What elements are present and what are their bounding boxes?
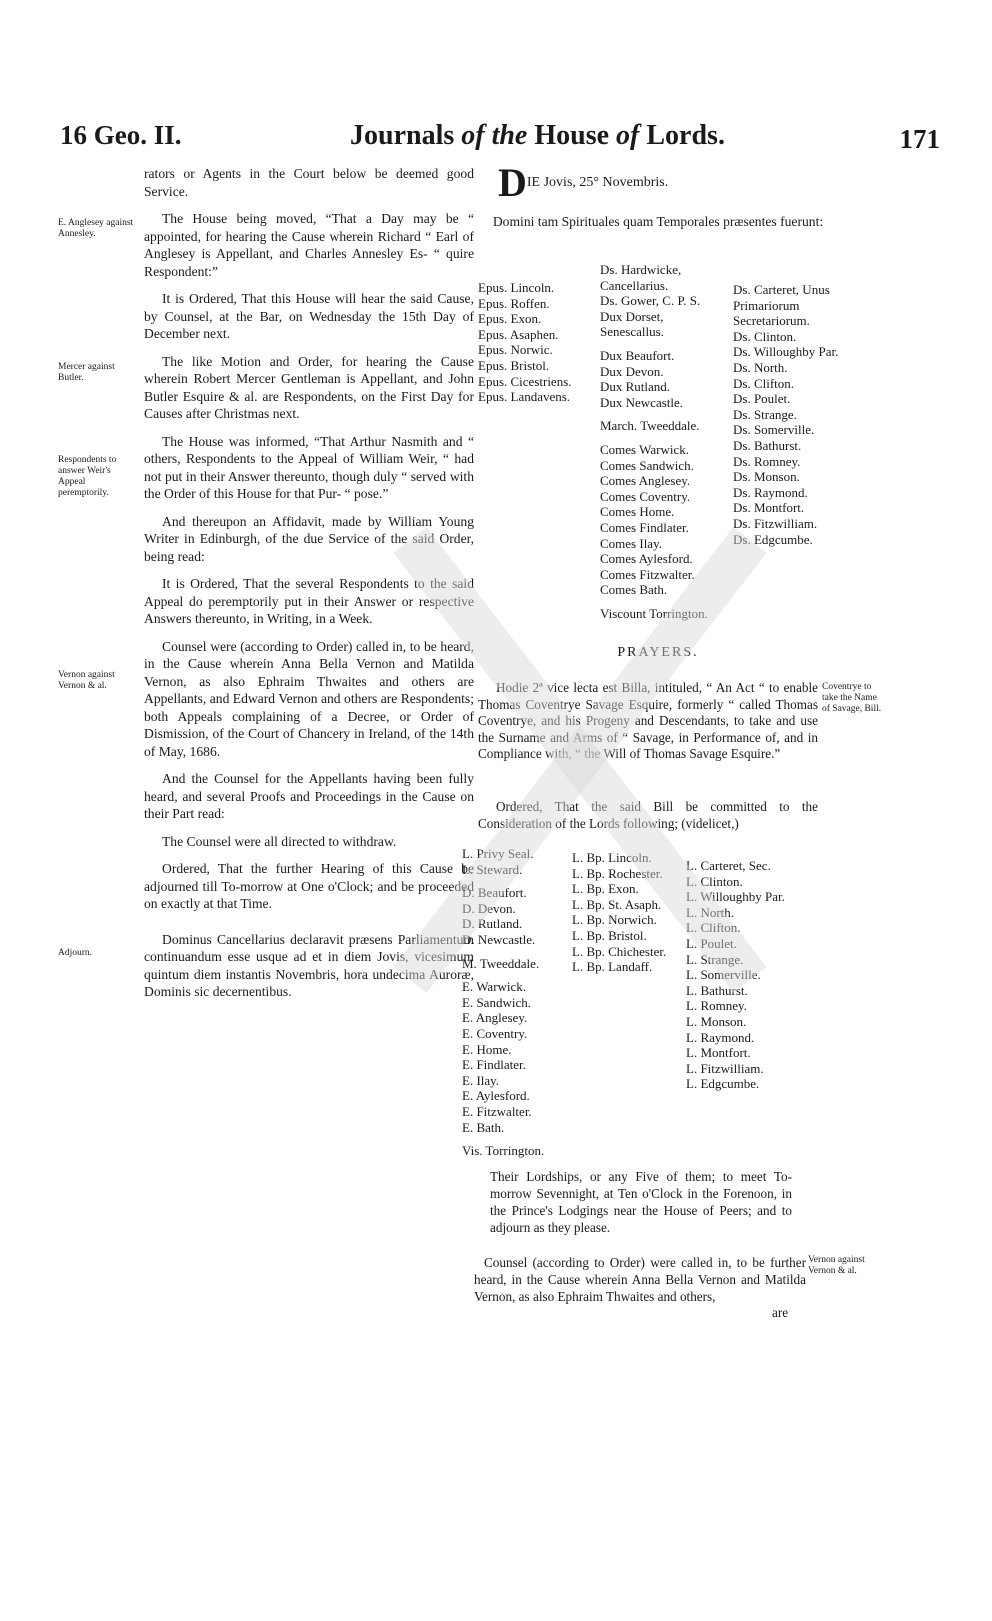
list-item: Comes Aylesford. (600, 551, 693, 567)
list-item: L. Raymond. (686, 1029, 755, 1045)
ordered-paragraph: Ordered, That the said Bill be committed to the Consideration of the Lords following; (videlicet,) (478, 799, 818, 831)
list-item: L. Somerville. (686, 967, 761, 983)
list-item: Ds. Romney. (733, 453, 801, 469)
list-item: L. Bp. Lincoln. (572, 850, 652, 865)
list-item: L. Bp. Rochester. (572, 865, 663, 881)
list-item: Viscount Torrington. (600, 605, 708, 621)
prayers-heading: PRAYERS. (617, 645, 699, 660)
list-item: Comes Ilay. (600, 535, 662, 551)
list-item: Epus. Exon. (478, 311, 542, 327)
list-item: Ds. Bathurst. (733, 437, 802, 453)
list-item: Epus. Lincoln. (478, 280, 555, 295)
list-item: Comes Home. (600, 504, 675, 520)
list-item: Dux Beaufort. (600, 347, 675, 363)
bishops-list (478, 280, 598, 405)
list-item: E. Coventry. (462, 1025, 528, 1041)
list-item: Ds. Montfort. (733, 500, 805, 516)
list-item: L. Monson. (686, 1013, 747, 1029)
page-number: 171 (899, 124, 940, 154)
paragraph: The like Motion and Order, for hearing the Cause wherein Robert Mercer Gentleman is Appellant, and John Butler Esquire & al. are Respondents, on the First Day for Causes after Christmas next. (144, 353, 474, 421)
meeting-paragraph: Their Lordships, or any Five of them; to meet To-morrow Sevennight, at Ten o'Clock in the Forenoon, in the Prince's Lodgings near the House of Peers; and to adjourn as they please. (490, 1169, 792, 1235)
paragraph: And thereupon an Affidavit, made by William Young Writer in Edinburgh, of the due Service of the said Order, being read: (144, 513, 474, 564)
attendance-heading: Domini tam Spirituales quam Temporales præsentes fuerunt: (492, 214, 824, 229)
list-item: L. Bp. St. Asaph. (572, 896, 662, 912)
paragraph: It is Ordered, That the several Respondents to the said Appeal do peremptorily put in their Answer or respective Answers thereunto, in Writing, in a Week. (144, 576, 474, 626)
list-item: Epus. Cicestriens. (478, 373, 572, 389)
list-item: Dux Rutland. (600, 379, 671, 395)
list-item: Ds. Monson. (733, 469, 800, 485)
list-item: E. Aylesford. (462, 1088, 530, 1104)
list-item: E. Warwick. (462, 979, 527, 995)
list-item: E. Bath. (462, 1119, 505, 1135)
list-item: D. Newcastle. (462, 931, 536, 947)
paragraph: The House being moved, “That a Day may be “ appointed, for hearing the Cause wherein Richard “ Earl of Anglesey is Appellant, and Charles Annesley Es- “ quire Respondent:” (144, 211, 474, 279)
committee-list (462, 846, 572, 1159)
list-item: Ds. Clifton. (733, 375, 795, 391)
barons-list (733, 282, 843, 547)
list-item: D. Beaufort. (462, 885, 527, 901)
running-header (60, 116, 940, 156)
margin-note: Vernon against Vernon & al. (808, 1255, 865, 1276)
paragraph: It is Ordered, That this House will hear the said Cause, by Counsel, at the Bar, on Wednesday the 15th Day of December next. (144, 291, 474, 341)
list-item: D. Devon. (462, 900, 516, 916)
list-item: Ds. Poulet. (733, 391, 791, 407)
list-item: E. Findlater. (462, 1057, 526, 1073)
list-item: Dux Dorset, Senescallus. (600, 308, 664, 340)
list-item: Ds. Strange. (733, 406, 797, 422)
list-item: Ds. Willoughby Par. (733, 344, 839, 360)
list-item: L. Bp. Chichester. (572, 943, 667, 959)
list-item: E. Home. (462, 1041, 512, 1057)
bill-paragraph: Hodie 2ª vice lecta est Billa, intituled, “ An Act “ to enable Thomas Coventrye Savage Esquire, formerly “ called Thomas Coventrye, and his Progeny and Descendants, to take and use the Surname and Arms of “ Savage, in Performance of, and in Compliance with, “ the Will of Thomas Savage Esquire.” (478, 680, 818, 761)
list-item: L. Willoughby Par. (686, 889, 785, 905)
paragraph: The House was informed, “That Arthur Nasmith and “ others, Respondents to the Appeal of William Weir, “ had not put in their Answer thereunto, though duly “ served with the Order of this House for that Pur- “ pose.” (144, 433, 474, 501)
list-item: Ds. Clinton. (733, 328, 797, 344)
margin-note: E. Anglesey against Annesley. (58, 218, 134, 239)
list-item: L. Steward. (462, 861, 523, 877)
paragraph: Ordered, That the further Hearing of this Cause be adjourned till To-morrow at One o'Clock; and be proceeded on exactly at that Time. (144, 861, 474, 911)
list-item: E. Anglesey. (462, 1010, 528, 1026)
list-item: Ds. Fitzwilliam. (733, 515, 818, 531)
list-item: D. Rutland. (462, 916, 523, 932)
list-item: Epus. Asaphen. (478, 326, 559, 342)
list-item: L. Bp. Landaff. (572, 959, 653, 975)
list-item: L. Clifton. (686, 920, 741, 936)
list-item: Dux Devon. (600, 363, 664, 379)
committee-list (572, 850, 682, 975)
list-item: Epus. Bristol. (478, 357, 550, 373)
list-item: L. Bathurst. (686, 982, 748, 998)
list-item: L. Montfort. (686, 1045, 751, 1061)
paragraph: Dominus Cancellarius declaravit præsens Parliamentum continuandum esse usque ad et in diem Jovis, vicesimum quintum diem instantis Novembris, hora undecima Auroræ, Dominis sic decernentibus. (144, 931, 474, 999)
right-column (478, 160, 838, 231)
list-item: L. Poulet. (686, 935, 737, 951)
list-item: Dux Newcastle. (600, 394, 684, 410)
list-item: L. Romney. (686, 998, 747, 1014)
list-item: L. Bp. Exon. (572, 881, 639, 897)
paragraph: Counsel were (according to Order) called in, to be heard, in the Cause wherein Anna Bella Vernon and Matilda Vernon, as also Ephraim Thwaites and others are Appellants, and Edward Vernon and others are Respondents; both Appeals complaining of a Decree, or Order of Dismission, of the Court of Chancery in Ireland, of the 14th of May, 1686. (144, 638, 474, 759)
list-item: Epus. Landavens. (478, 389, 571, 405)
paragraph: The Counsel were all directed to withdraw. (162, 833, 397, 849)
list-item: L. Bp. Norwich. (572, 912, 657, 928)
list-item: Comes Anglesey. (600, 473, 691, 489)
list-item: Comes Findlater. (600, 519, 689, 535)
list-item: Epus. Roffen. (478, 295, 550, 311)
list-item: Comes Fitzwalter. (600, 566, 695, 582)
committee-list (686, 858, 816, 1092)
list-item: L. Privy Seal. (462, 846, 534, 861)
peers-list (600, 262, 730, 621)
list-item: L. Strange. (686, 951, 744, 967)
list-item: L. Edgcumbe. (686, 1076, 760, 1092)
list-item: Ds. Raymond. (733, 484, 808, 500)
list-item: E. Ilay. (462, 1072, 500, 1088)
list-item: Ds. Hardwicke, Cancellarius. (600, 262, 682, 293)
header-regnal-year: 16 Geo. II. (60, 120, 182, 150)
list-item: L. Bp. Bristol. (572, 927, 647, 943)
paragraph: rators or Agents in the Court below be deemed good Service. (144, 166, 474, 199)
counsel-paragraph: Counsel (according to Order) were called in, to be further heard, in the Cause wherein Anna Bella Vernon and Matilda Vernon, as also Ephraim Thwaites and others, (474, 1255, 806, 1304)
list-item: L. Clinton. (686, 873, 743, 889)
margin-note: Vernon against Vernon & al. (58, 670, 115, 691)
paragraph: And the Counsel for the Appellants having been fully heard, and several Proofs and Proceedings in the Cause on their Part read: (144, 771, 474, 821)
list-item: Ds. Gower, C. P. S. (600, 293, 701, 309)
list-item: L. Fitzwilliam. (686, 1060, 764, 1076)
margin-note: Coventrye to take the Name of Savage, Bill. (822, 682, 882, 714)
list-item: Comes Sandwich. (600, 457, 694, 473)
list-item: L. Carteret, Sec. (686, 858, 771, 873)
margin-note: Respondents to answer Weir's Appeal peremptorily. (58, 455, 117, 498)
date-heading: DIE Jovis, 25° Novembris. (498, 160, 669, 205)
list-item: E. Fitzwalter. (462, 1103, 532, 1119)
list-item: Vis. Torrington. (462, 1143, 545, 1159)
list-item: L. North. (686, 904, 735, 920)
list-item: Ds. Somerville. (733, 422, 815, 438)
list-item: E. Sandwich. (462, 994, 531, 1010)
margin-note: Mercer against Butler. (58, 362, 115, 383)
left-column (144, 165, 474, 1011)
list-item: Ds. North. (733, 359, 788, 375)
list-item: Ds. Carteret, Unus Primariorum Secretariorum. (733, 282, 830, 329)
list-item: March. Tweeddale. (600, 418, 700, 434)
list-item: Ds. Edgcumbe. (733, 531, 813, 547)
list-item: M. Tweeddale. (462, 955, 540, 971)
list-item: Comes Warwick. (600, 441, 689, 457)
list-item: Comes Bath. (600, 582, 668, 598)
margin-note: Adjourn. (58, 948, 93, 958)
list-item: Epus. Norwic. (478, 342, 553, 358)
catchword: are (772, 1305, 789, 1320)
list-item: Comes Coventry. (600, 488, 691, 504)
header-title: Journals of the House of Lords. (350, 120, 725, 151)
